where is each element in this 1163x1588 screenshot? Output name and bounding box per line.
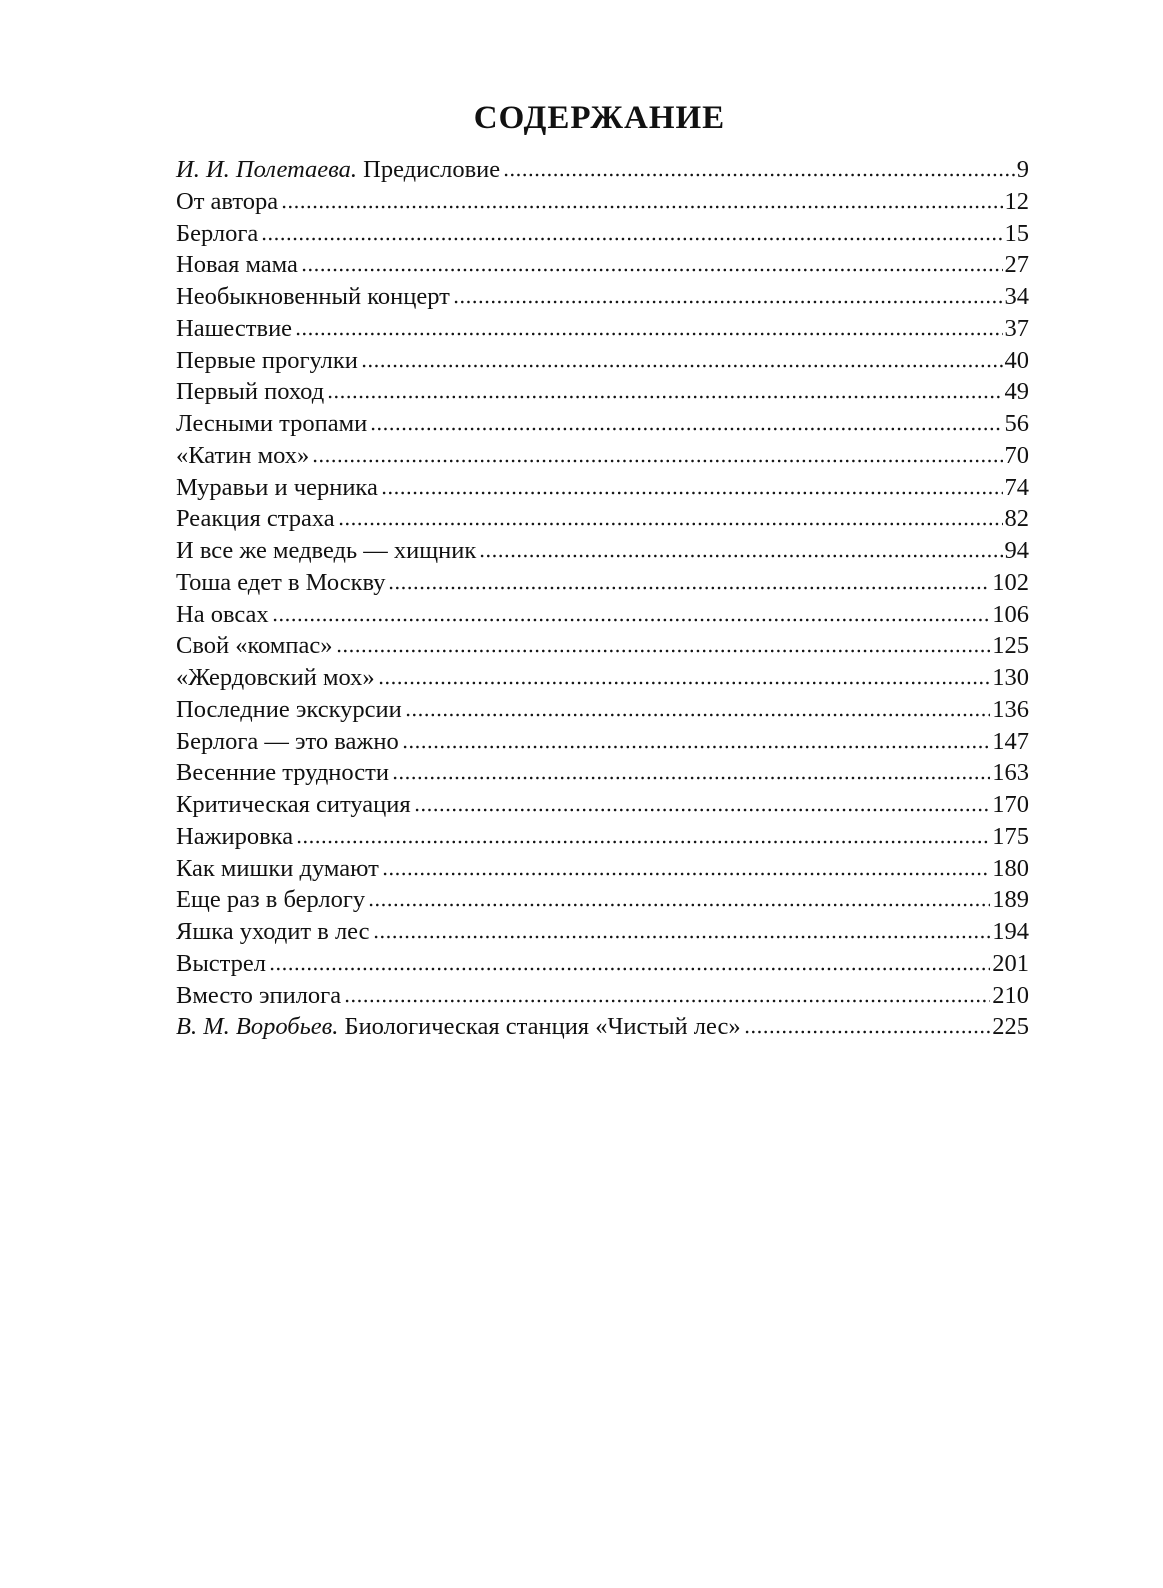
dot-leader	[744, 1030, 991, 1034]
toc-entry-title: Критическая ситуация	[176, 791, 411, 818]
toc-entry	[176, 535, 1029, 567]
dot-leader	[381, 491, 1003, 495]
toc-entry-label	[176, 726, 399, 758]
dot-leader	[327, 395, 1002, 399]
toc-entry-page-number: 194	[992, 918, 1029, 945]
toc-entry-title: Предисловие	[357, 156, 501, 183]
dot-leader	[382, 872, 990, 876]
toc-entry-title: «Жердовский мох»	[176, 664, 375, 691]
contents-heading: СОДЕРЖАНИЕ	[473, 100, 726, 137]
toc-entry-title: Биологическая станция «Чистый лес»	[338, 1013, 741, 1041]
toc-entry-title: Необыкновенный концерт	[176, 283, 450, 310]
dot-leader	[296, 840, 990, 844]
toc-entry	[176, 249, 1029, 281]
toc-entry	[176, 757, 1029, 789]
toc-entry-page-number: 175	[992, 822, 1029, 850]
toc-entry-label	[176, 535, 476, 567]
dot-leader	[281, 205, 1002, 209]
dot-leader	[378, 681, 991, 685]
toc-entry-title: Берлога — это важно	[176, 727, 399, 755]
toc-entry-label	[176, 884, 365, 916]
toc-entry	[176, 789, 1029, 821]
toc-entry-page-number: 130	[992, 664, 1029, 691]
toc-entry	[176, 408, 1029, 440]
toc-entry-page-number: 147	[992, 727, 1029, 755]
toc-entry	[176, 884, 1029, 916]
toc-entry	[176, 630, 1029, 662]
toc-entry-label	[176, 630, 333, 662]
toc-entry	[176, 567, 1029, 599]
toc-entry-title: Реакция страха	[176, 505, 335, 533]
dot-leader	[269, 967, 990, 971]
toc-entry	[176, 916, 1029, 948]
toc-entry-title: Лесными тропами	[176, 410, 368, 437]
toc-entry-label	[176, 694, 402, 726]
toc-entry-page-number: 9	[1016, 156, 1029, 183]
toc-entry-page-number: 106	[992, 600, 1029, 628]
toc-entry-title: Последние экскурсии	[176, 695, 402, 723]
toc-entry-page-number: 163	[992, 759, 1029, 787]
dot-leader	[368, 903, 990, 907]
toc-entry-label	[176, 186, 278, 218]
toc-entry-label	[176, 853, 379, 885]
dot-leader	[392, 776, 990, 780]
dot-leader	[361, 364, 1003, 368]
dot-leader	[261, 237, 1002, 241]
toc-entry-page-number: 102	[992, 568, 1029, 596]
toc-entry-title: Вместо эпилога	[176, 981, 342, 1009]
toc-entry-label	[176, 345, 358, 377]
toc-entry-label	[176, 154, 500, 186]
toc-entry-label	[176, 789, 411, 821]
dot-leader	[405, 713, 991, 717]
toc-entry-title: Свой «компас»	[176, 632, 333, 660]
toc-entry-page-number: 210	[992, 981, 1029, 1009]
toc-entry	[176, 821, 1029, 853]
toc-entry-page-number: 40	[1004, 346, 1029, 374]
toc-entry-label	[176, 281, 450, 313]
toc-entry-title: Муравьи и черника	[176, 473, 378, 501]
toc-entry-label	[176, 567, 385, 599]
toc-entry-title: Нажировка	[176, 822, 294, 850]
toc-entry-label	[176, 980, 341, 1012]
toc-entry-title: Первые прогулки	[176, 346, 358, 374]
toc-entry-title: И все же медведь — хищник	[176, 537, 477, 564]
toc-entry-label	[176, 440, 309, 472]
toc-entry-title: Весенние трудности	[176, 759, 389, 787]
toc-entry-page-number: 125	[992, 632, 1029, 660]
dot-leader	[301, 268, 1003, 272]
dot-leader	[295, 332, 1002, 336]
toc-entry	[176, 1011, 1029, 1043]
toc-entry-title: Новая мама	[176, 251, 298, 279]
toc-entry-label	[176, 948, 266, 980]
toc-entry-label	[176, 249, 298, 281]
dot-leader	[336, 649, 991, 653]
toc-entry-title: Нашествие	[176, 314, 293, 342]
toc-entry-title: От автора	[176, 187, 279, 215]
toc-entry	[176, 662, 1029, 694]
toc-entry-label	[176, 599, 269, 631]
toc-entry-label	[176, 472, 378, 504]
toc-entry-title: Выстрел	[176, 949, 267, 977]
toc-entry-title: «Катин мох»	[176, 441, 310, 469]
dot-leader	[312, 459, 1002, 463]
toc-entry-page-number: 56	[1004, 410, 1029, 437]
toc-entry	[176, 726, 1029, 758]
toc-entry-label	[176, 821, 293, 853]
toc-entry-page-number: 49	[1004, 378, 1029, 406]
toc-entry	[176, 218, 1029, 250]
toc-entry	[176, 980, 1029, 1012]
toc-entry-title: Как мишки думают	[176, 854, 379, 882]
toc-entry-page-number: 12	[1004, 187, 1029, 215]
toc-entry	[176, 345, 1029, 377]
toc-entry-page-number: 136	[992, 695, 1029, 723]
toc-entry	[176, 376, 1029, 408]
toc-entry	[176, 281, 1029, 313]
dot-leader	[402, 745, 991, 749]
dot-leader	[370, 427, 1002, 431]
toc-entry-page-number: 34	[1004, 283, 1029, 310]
dot-leader	[344, 999, 990, 1003]
toc-entry-page-number: 170	[992, 791, 1029, 818]
toc-entry-page-number: 189	[992, 886, 1029, 914]
toc-entry-title: На овсах	[176, 600, 269, 628]
toc-entry-page-number: 201	[992, 949, 1029, 977]
toc-entry	[176, 853, 1029, 885]
toc-entry-page-number: 27	[1004, 251, 1029, 279]
toc-entry	[176, 599, 1029, 631]
toc-entry-title: Берлога	[176, 219, 259, 247]
dot-leader	[388, 586, 990, 590]
dot-leader	[503, 173, 1015, 177]
dot-leader	[414, 808, 991, 812]
toc-entry-author: И. И. Полетаева.	[176, 156, 358, 183]
toc-entry-label	[176, 503, 335, 535]
toc-entry	[176, 503, 1029, 535]
toc-entry-page-number: 15	[1004, 219, 1029, 247]
toc-entry-page-number: 70	[1004, 441, 1029, 469]
toc-entry-title: Тоша едет в Москву	[176, 568, 386, 596]
toc-entry	[176, 313, 1029, 345]
dot-leader	[453, 300, 1003, 304]
toc-entry	[176, 472, 1029, 504]
toc-entry-title: Первый поход	[176, 378, 325, 406]
toc-entry-label	[176, 218, 258, 250]
toc-entry	[176, 694, 1029, 726]
toc-entry-page-number: 37	[1004, 314, 1029, 342]
toc-entry-page-number: 225	[992, 1013, 1029, 1041]
toc-entry-label	[176, 313, 292, 345]
dot-leader	[272, 618, 991, 622]
toc-entry-title: Еще раз в берлогу	[176, 886, 366, 914]
toc-entry	[176, 948, 1029, 980]
table-of-contents	[176, 154, 1029, 1043]
toc-entry-label	[176, 916, 370, 948]
toc-entry-page-number: 74	[1004, 473, 1029, 501]
toc-entry-title: Яшка уходит в лес	[176, 918, 370, 945]
toc-entry	[176, 186, 1029, 218]
toc-entry-label	[176, 1011, 741, 1043]
toc-entry-label	[176, 757, 389, 789]
toc-entry-page-number: 82	[1004, 505, 1029, 533]
dot-leader	[338, 522, 1003, 526]
toc-entry-page-number: 180	[992, 854, 1029, 882]
toc-entry-author: В. М. Воробьев.	[176, 1013, 339, 1041]
toc-entry-label	[176, 376, 324, 408]
dot-leader	[373, 935, 991, 939]
toc-entry-label	[176, 408, 367, 440]
toc-entry-page-number: 94	[1004, 537, 1029, 564]
toc-entry	[176, 154, 1029, 186]
dot-leader	[479, 554, 1002, 558]
toc-entry-label	[176, 662, 375, 694]
toc-entry	[176, 440, 1029, 472]
